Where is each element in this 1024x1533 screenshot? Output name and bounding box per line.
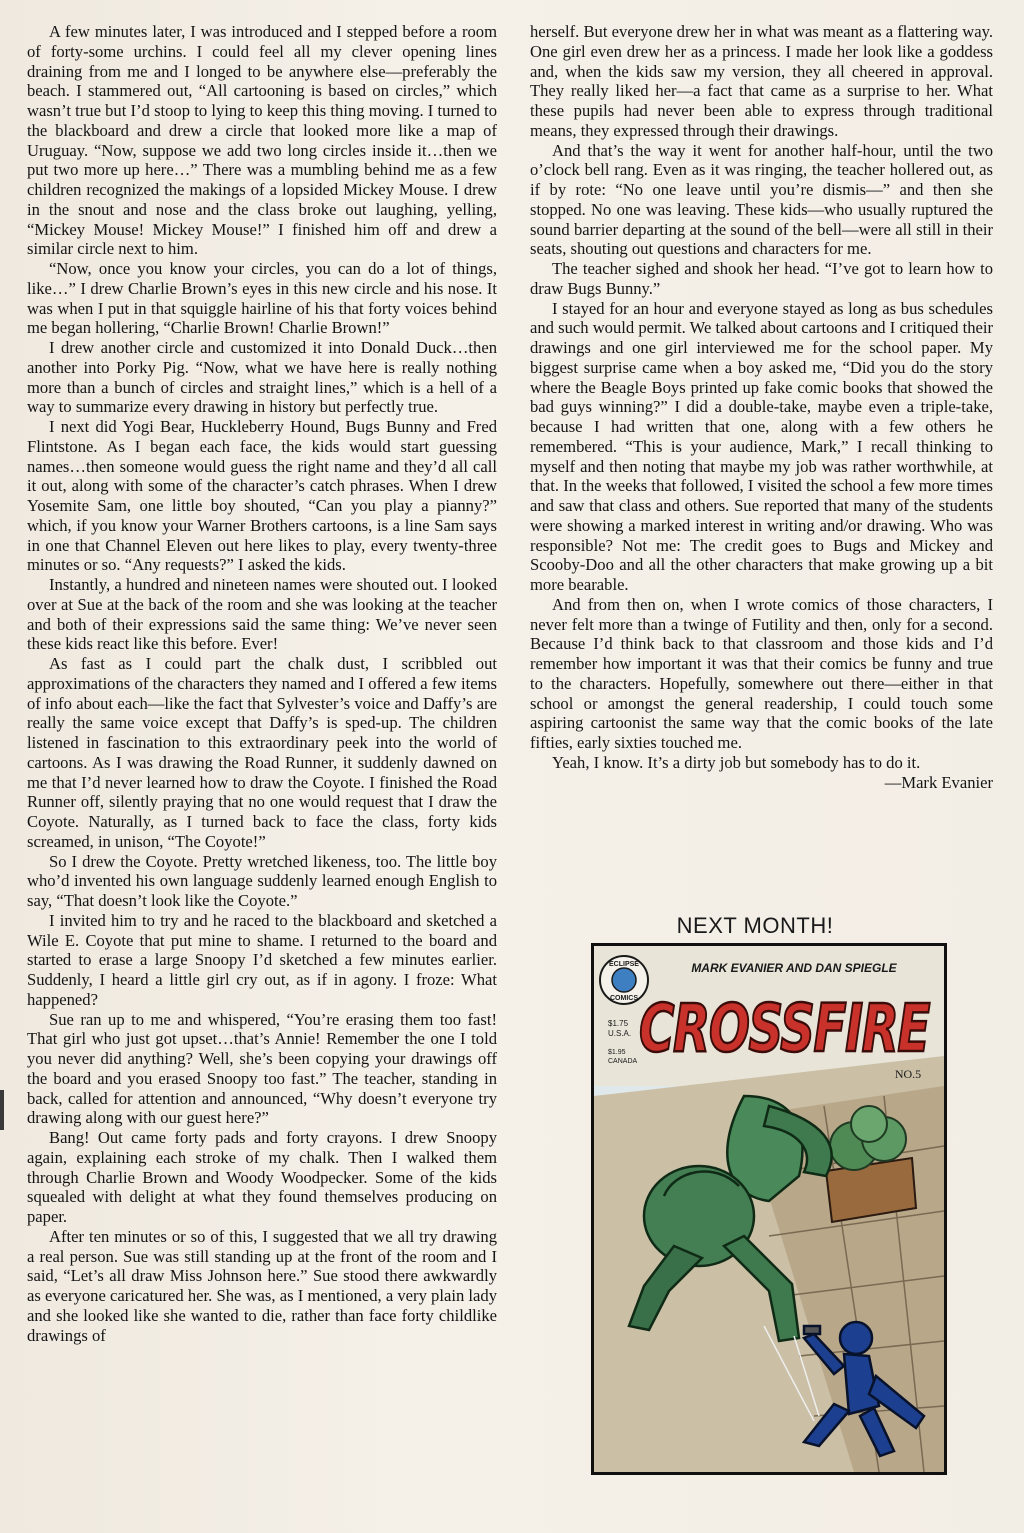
paragraph: “Now, once you know your circles, you can do a lot of things, like…” I drew Charlie Brown’s eyes in this new circle and his nose. It was when I put in that squiggle hairline of his that forty voices behind me began hollering, “Charlie Brown! Charlie Brown!” bbox=[27, 259, 497, 338]
paragraph: Instantly, a hundred and nineteen names were shouted out. I looked over at Sue at the back of the room and she was looking at the teacher and both of their expressions said the same thing: We’ve never seen these kids react like this before. Ever! bbox=[27, 575, 497, 654]
comic-cover-image bbox=[591, 943, 947, 1475]
issue-number: NO.5 bbox=[894, 1067, 922, 1081]
next-month-heading: NEXT MONTH! bbox=[676, 913, 834, 938]
paragraph: And from then on, when I wrote comics of those characters, I never felt more than a twinge of Futility and then, only for a second. Because I’d think back to that classroom and those kids and I’d remember how important it was that their comics be funny and true to the characters. Hopefully, somewhere out there—either in that school or amongst the general readership, I could touch some aspiring cartoonist the same way that the comic books of the late fifties, early sixties touched me. bbox=[530, 594, 993, 752]
paragraph: After ten minutes or so of this, I suggested that we all try drawing a real person. Sue was still standing up at the front of the room and I said, “Let’s all draw Miss Johnson here.” Sue stood there awkwardly as everyone caricatured her. She was, as I mentioned, a very plain lady and she looked like she wanted to die, rather than face forty childlike drawings of bbox=[27, 1226, 497, 1345]
page-edge-mark bbox=[0, 1090, 4, 1130]
paragraph: A few minutes later, I was introduced and I stepped before a room of forty-some urchins. I could feel all my clever opening lines draining from me and I longed to be anywhere else—preferably the beach. I stammered out, “All cartooning is based on circles,” which wasn’t true but I’d stoop to lying to keep this thing moving. I turned to the blackboard and drew a circle that looked more like a map of Uruguay. “Now, suppose we add two long circles inside it…then we put two more up here…” There was a mumbling behind me as a few children recognized the makings of a lopsided Mickey Mouse. I drew in the snout and nose and the class broke out laughing, yelling, “Mickey Mouse! Mickey Mouse!” I finished him off and drew a similar circle next to him. bbox=[27, 22, 497, 259]
article-left-column bbox=[27, 22, 497, 1345]
price-us-label: U.S.A. bbox=[608, 1029, 632, 1038]
publisher-line-2: COMICS bbox=[610, 995, 638, 1002]
paragraph: Bang! Out came forty pads and forty crayons. I drew Snoopy again, explaining each stroke of my chalk. Then I walked them through Charlie Brown and Woody Woodpecker. Some of the kids squealed with delight at what they found themselves producing on paper. bbox=[27, 1128, 497, 1226]
paragraph: The teacher sighed and shook her head. “I’ve got to learn how to draw Bugs Bunny.” bbox=[530, 259, 993, 298]
cover-creators: MARK EVANIER AND DAN SPIEGLE bbox=[691, 961, 897, 975]
paragraph: I drew another circle and customized it into Donald Duck…then another into Porky Pig. “Now, what we have here is really nothing more than a bunch of circles and straight lines,” which is a hell of a way to summarize every drawing in history but perfectly true. bbox=[27, 338, 497, 417]
paragraph: Sue ran up to me and whispered, “You’re erasing them too fast! That girl who just got upset…that’s Annie! Remember the one I told you never did anything? Well, she’s been copying your drawings off the board and you erased Snoopy too fast.” The teacher, standing in back, called for attention and announced, “Why doesn’t everyone try drawing along with our guest here?” bbox=[27, 1009, 497, 1128]
paragraph: I stayed for an hour and everyone stayed as long as bus schedules and such would permit. We talked about cartoons and I critiqued their drawings and one girl interviewed me for the school paper. My biggest surprise came when a boy asked me, “Did you do the story where the Beagle Boys printed up fake comic books that showed the bad guys winning?” I did a double-take, maybe even a triple-take, because I had written that one, along with a few others he remembered. “This is your audience, Mark,” I recall thinking to myself and then noting that maybe my job was rather worthwhile, at that. In the weeks that followed, I visited the school a few more times and saw that class and others. Sue reported that many of the students were showing a marked interest in writing and/or drawing. Who was responsible? Not me: The credit goes to Bugs and Mickey and Scooby-Doo and all the other characters that make growing up a bit more bearable. bbox=[530, 298, 993, 594]
cover-illustration bbox=[594, 946, 944, 1472]
price-canada: $1.95 bbox=[608, 1049, 626, 1056]
author-signature: —Mark Evanier bbox=[884, 772, 993, 792]
paragraph: I invited him to try and he raced to the blackboard and sketched a Wile E. Coyote that put mine to shame. I returned to the board and started to erase a large Snoopy I’d sketched a few minutes earlier. Suddenly, I heard a little girl cry out, as if in agony. I froze: What happened? bbox=[27, 910, 497, 1009]
publisher-line-1: ECLIPSE bbox=[609, 961, 639, 968]
cover-title: CROSSFIRE bbox=[639, 990, 931, 1067]
paragraph: As fast as I could part the chalk dust, I scribbled out approximations of the characters they named and I offered a few items of info about each—like the fact that Sylvester’s voice and Daffy’s are really the same voice except that Daffy’s is sped-up. The children listened in fascination to this extraordinary peek into the world of cartoons. As I was drawing the Road Runner, it suddenly dawned on me that I’d never learned how to draw the Coyote. I finished the Road Runner off, silently praying that no one would request that I draw the Coyote. Naturally, as I turned back to face the class, forty kids screamed, in unison, “The Coyote!” bbox=[27, 654, 497, 851]
paragraph: And that’s the way it went for another half-hour, until the two o’clock bell rang. Even as it was ringing, the teacher hollered out, as if by rote: “No one leave until you’re dismis—” and then she stopped. No one was leaving. These kids—who usually ruptured the sound barrier departing at the sound of the bell—were all still in their seats, shouting out questions and characters for me. bbox=[530, 140, 993, 259]
price-us: $1.75 bbox=[608, 1019, 629, 1028]
paragraph: So I drew the Coyote. Pretty wretched likeness, too. The little boy who’d invented his own language suddenly learned enough English to say, “That doesn’t look like the Coyote.” bbox=[27, 851, 497, 910]
article-right-column bbox=[530, 22, 993, 792]
paragraph: I next did Yogi Bear, Huckleberry Hound, Bugs Bunny and Fred Flintstone. As I began each face, the kids would start guessing names…then someone would guess the right name and they’d all call it out, along with some of the character’s catch phrases. When I drew Yosemite Sam, one little boy shouted, “Can you play a pianny?” which, if you know your Warner Brothers cartoons, is a line Sam says in one that Channel Eleven out here likes to play, every twenty-three minutes or so. “Any requests?” I asked the kids. bbox=[27, 417, 497, 575]
paragraph: Yeah, I know. It’s a dirty job but somebody has to do it. bbox=[552, 752, 921, 772]
paragraph-continued: herself. But everyone drew her in what was meant as a flattering way. One girl even drew her as a princess. I made her look like a goddess and, when the kids saw my version, they all cheered in approval. They really liked her—a fact that came as a surprise to her. What these pupils had never been able to express through traditional means, they expressed through their drawings. bbox=[530, 22, 993, 140]
price-canada-label: CANADA bbox=[608, 1058, 638, 1065]
